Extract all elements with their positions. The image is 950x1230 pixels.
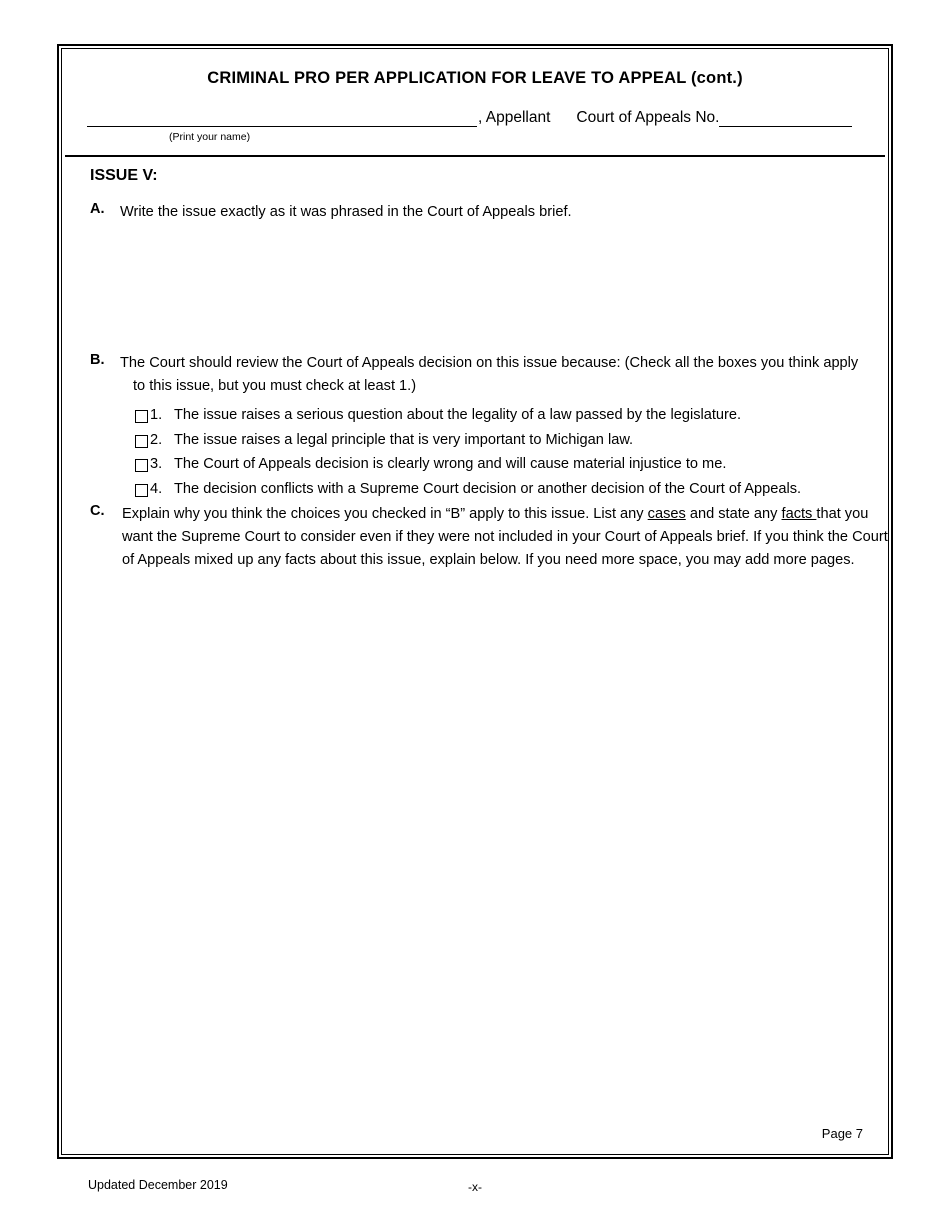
section-c-underline-facts: facts bbox=[781, 506, 817, 522]
section-a-letter: A. bbox=[90, 201, 105, 217]
form-header bbox=[65, 52, 885, 157]
checkbox-option-label: The decision conflicts with a Supreme Court decision or another decision of the Court of Appeals. bbox=[174, 480, 802, 497]
checkbox-option-3[interactable] bbox=[135, 456, 895, 477]
section-b-options bbox=[135, 407, 895, 505]
form-body bbox=[65, 157, 888, 1151]
section-b-line2: to this issue, but you must check at least 1.) bbox=[133, 378, 417, 395]
checkbox-option-1[interactable] bbox=[135, 407, 895, 428]
section-c bbox=[90, 503, 900, 572]
footer-updated-date: Updated December 2019 bbox=[88, 1178, 228, 1192]
checkbox-icon[interactable] bbox=[135, 459, 148, 472]
checkbox-option-number: 1. bbox=[150, 407, 163, 423]
checkbox-option-number: 2. bbox=[150, 431, 163, 448]
court-of-appeals-number-label: Court of Appeals No. bbox=[576, 109, 720, 126]
checkbox-option-4[interactable] bbox=[135, 481, 895, 502]
checkbox-option-number: 4. bbox=[150, 480, 163, 497]
print-your-name-hint: (Print your name) bbox=[169, 131, 251, 143]
court-of-appeals-number-blank[interactable] bbox=[719, 111, 852, 127]
issue-heading: ISSUE V: bbox=[90, 167, 158, 184]
checkbox-option-label: The Court of Appeals decision is clearly wrong and will cause material injustice to me. bbox=[174, 456, 727, 472]
section-b-letter: B. bbox=[90, 352, 105, 368]
page-footer bbox=[0, 1178, 950, 1202]
section-b bbox=[90, 352, 890, 398]
page-title: CRIMINAL PRO PER APPLICATION FOR LEAVE TO APPEAL (cont.) bbox=[207, 69, 743, 87]
appellant-name-blank[interactable] bbox=[87, 109, 477, 127]
section-b-line1: The Court should review the Court of Appeals decision on this issue because: (Check all the boxes you think apply bbox=[120, 355, 859, 371]
appellant-label: , Appellant bbox=[478, 109, 551, 126]
section-a bbox=[90, 201, 880, 224]
section-c-part1: Explain why you think the choices you checked in “B” apply to this issue. List any bbox=[122, 506, 648, 522]
form-inner-border bbox=[61, 48, 889, 1155]
section-c-letter: C. bbox=[90, 503, 105, 519]
checkbox-option-number: 3. bbox=[150, 456, 163, 472]
section-c-underline-cases: cases bbox=[647, 506, 686, 522]
form-outer-border bbox=[57, 44, 893, 1159]
checkbox-option-2[interactable] bbox=[135, 432, 895, 453]
section-c-part2: and state any bbox=[685, 506, 782, 522]
checkbox-option-label: The issue raises a serious question about the legality of a law passed by the legislature. bbox=[174, 407, 742, 423]
caption-row bbox=[65, 109, 885, 159]
footer-page-marker: -x- bbox=[468, 1180, 482, 1194]
page-number: Page 7 bbox=[821, 1126, 863, 1141]
checkbox-icon[interactable] bbox=[135, 410, 148, 423]
section-b-text bbox=[120, 352, 890, 398]
section-a-text: Write the issue exactly as it was phrased in the Court of Appeals brief. bbox=[120, 204, 572, 220]
checkbox-icon[interactable] bbox=[135, 484, 148, 497]
section-c-text bbox=[122, 503, 900, 572]
checkbox-option-label: The issue raises a legal principle that is very important to Michigan law. bbox=[174, 431, 634, 448]
section-c-part3: that you want the Supreme Court to consider even if they were not included in your Court of Appeals brief. If you think the Court of Appeals mixed up any facts about this issue, explain below. If you need more space, you may add more pages. bbox=[122, 506, 888, 569]
checkbox-icon[interactable] bbox=[135, 435, 148, 448]
